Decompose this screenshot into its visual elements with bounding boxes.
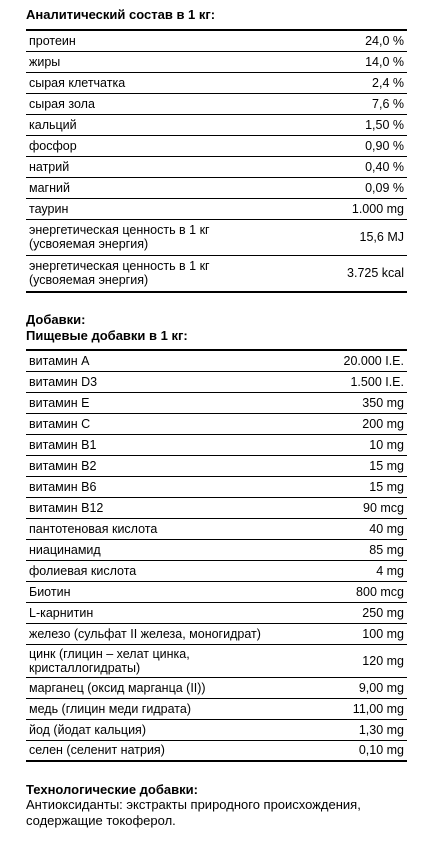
row-value: 14,0 % [281, 51, 407, 72]
technological-heading: Технологические добавки: [26, 782, 198, 797]
row-value: 11,00 mg [281, 698, 407, 719]
row-value: 9,00 mg [281, 677, 407, 698]
row-value: 85 mg [281, 539, 407, 560]
row-value: 20.000 I.E. [281, 350, 407, 371]
row-value: 10 mg [281, 434, 407, 455]
table-row [26, 698, 407, 719]
row-value: 4 mg [281, 560, 407, 581]
row-name: Биотин [26, 581, 281, 602]
row-name: витамин C [26, 413, 281, 434]
row-value: 100 mg [281, 623, 407, 644]
table-row [26, 350, 407, 371]
row-name: витамин B6 [26, 476, 281, 497]
row-name: протеин [26, 30, 281, 51]
table-row [26, 623, 407, 644]
row-value: 1,50 % [281, 114, 407, 135]
row-value: 0,09 % [281, 177, 407, 198]
table-row [26, 518, 407, 539]
row-value: 1,30 mg [281, 719, 407, 740]
row-name: сырая клетчатка [26, 72, 281, 93]
row-value: 800 mcg [281, 581, 407, 602]
row-value: 2,4 % [281, 72, 407, 93]
row-name: йод (йодат кальция) [26, 719, 281, 740]
row-name: витамин A [26, 350, 281, 371]
row-name: энергетическая ценность в 1 кг (усвояемая энергия) [26, 255, 281, 292]
additives-heading: Добавки: [26, 312, 86, 327]
row-value: 40 mg [281, 518, 407, 539]
row-value: 15,6 MJ [281, 219, 407, 255]
table-row [26, 198, 407, 219]
table-row [26, 392, 407, 413]
row-name: селен (селенит натрия) [26, 740, 281, 761]
table-row [26, 135, 407, 156]
row-name: цинк (глицин – хелат цинка, кристаллогидраты) [26, 644, 281, 677]
technological-text: Антиоксиданты: экстракты природного происхождения, содержащие токоферол. [26, 797, 361, 828]
row-value: 15 mg [281, 455, 407, 476]
row-value: 1.500 I.E. [281, 371, 407, 392]
table-row [26, 413, 407, 434]
table-row [26, 30, 407, 51]
row-name: ниацинамид [26, 539, 281, 560]
row-name: жиры [26, 51, 281, 72]
table-row [26, 219, 407, 255]
row-name: марганец (оксид марганца (II)) [26, 677, 281, 698]
row-name: пантотеновая кислота [26, 518, 281, 539]
row-value: 0,90 % [281, 135, 407, 156]
row-name: витамин B2 [26, 455, 281, 476]
row-name: энергетическая ценность в 1 кг (усвояемая энергия) [26, 219, 281, 255]
table-row [26, 719, 407, 740]
table-row [26, 93, 407, 114]
table-row [26, 371, 407, 392]
table-row [26, 677, 407, 698]
row-name: железо (сульфат II железа, моногидрат) [26, 623, 281, 644]
table-row [26, 72, 407, 93]
row-value: 250 mg [281, 602, 407, 623]
row-value: 1.000 mg [281, 198, 407, 219]
row-value: 7,6 % [281, 93, 407, 114]
analytical-heading: Аналитический состав в 1 кг: [26, 7, 216, 22]
row-value: 200 mg [281, 413, 407, 434]
table-row [26, 476, 407, 497]
table-row [26, 581, 407, 602]
row-value: 24,0 % [281, 30, 407, 51]
row-name: витамин B1 [26, 434, 281, 455]
row-name: кальций [26, 114, 281, 135]
table-row [26, 177, 407, 198]
row-value: 15 mg [281, 476, 407, 497]
table-row [26, 51, 407, 72]
row-name: фолиевая кислота [26, 560, 281, 581]
row-name: витамин E [26, 392, 281, 413]
row-name: медь (глицин меди гидрата) [26, 698, 281, 719]
row-value: 350 mg [281, 392, 407, 413]
row-name: натрий [26, 156, 281, 177]
row-value: 90 mcg [281, 497, 407, 518]
additives-table [26, 349, 407, 762]
table-row [26, 539, 407, 560]
table-row [26, 497, 407, 518]
table-row [26, 455, 407, 476]
table-row [26, 434, 407, 455]
row-name: сырая зола [26, 93, 281, 114]
row-name: фосфор [26, 135, 281, 156]
analytical-table [26, 29, 407, 293]
row-value: 120 mg [281, 644, 407, 677]
row-value: 0,40 % [281, 156, 407, 177]
table-row [26, 156, 407, 177]
table-row [26, 560, 407, 581]
row-name: витамин B12 [26, 497, 281, 518]
row-name: таурин [26, 198, 281, 219]
nutritional-additives-heading: Пищевые добавки в 1 кг: [26, 328, 188, 343]
row-value: 3.725 kcal [281, 255, 407, 292]
table-row [26, 644, 407, 677]
table-row [26, 740, 407, 761]
row-value: 0,10 mg [281, 740, 407, 761]
table-row [26, 114, 407, 135]
row-name: L-карнитин [26, 602, 281, 623]
row-name: витамин D3 [26, 371, 281, 392]
row-name: магний [26, 177, 281, 198]
table-row [26, 255, 407, 292]
table-row [26, 602, 407, 623]
